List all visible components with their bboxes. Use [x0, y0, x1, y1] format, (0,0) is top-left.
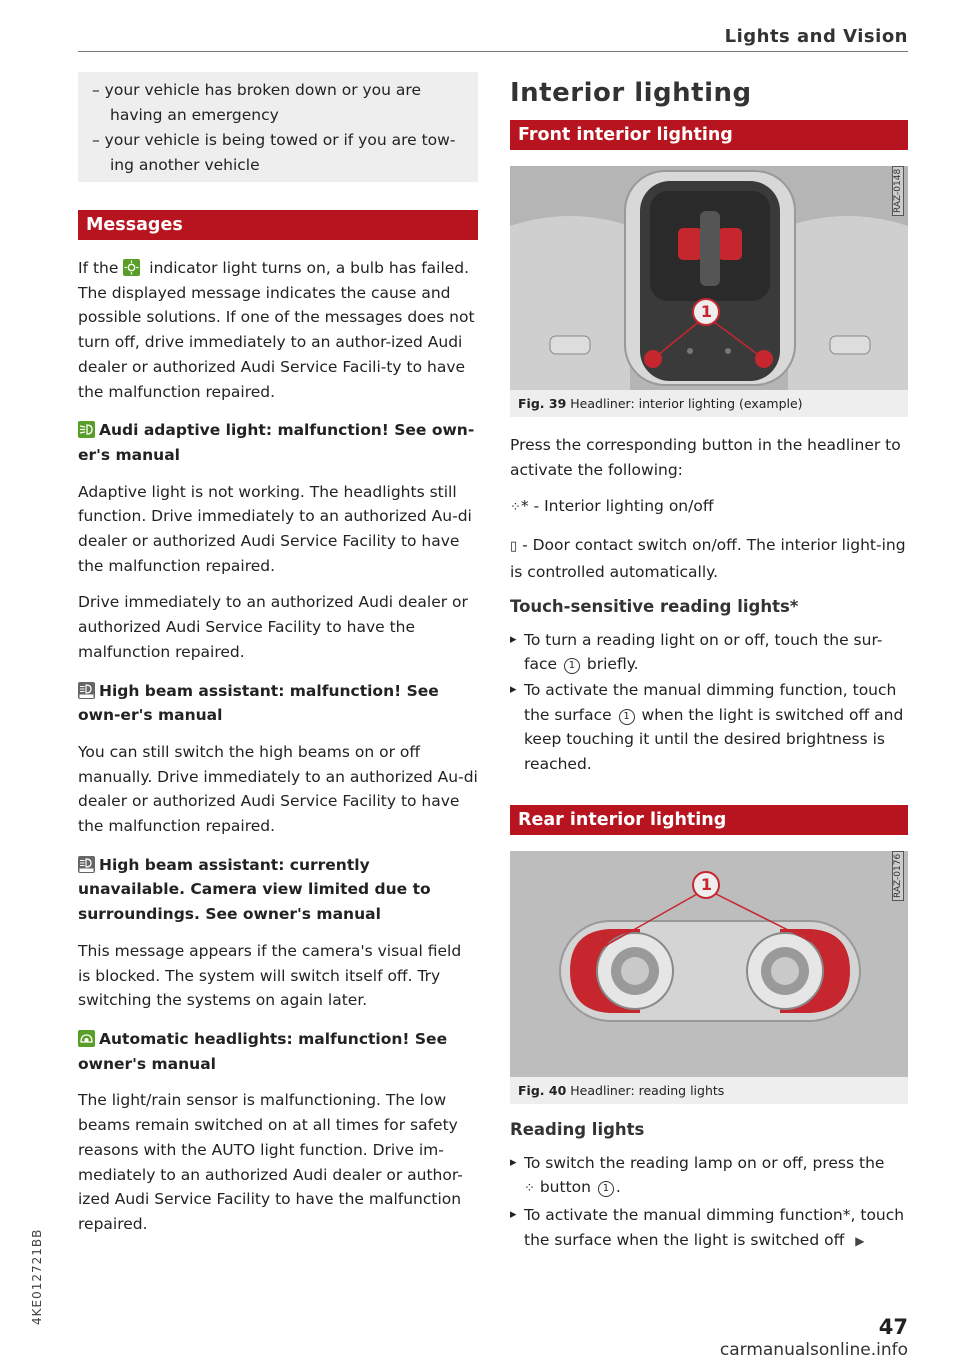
figure-40-caption	[510, 1077, 908, 1104]
figure-40-code	[892, 853, 906, 901]
right-column	[510, 72, 908, 1255]
rear-interior-heading: Rear interior lighting	[510, 805, 908, 835]
front-item-interior-text: * - Interior lighting on/off	[520, 497, 714, 516]
message-high-beam-malfunction-text: You can still switch the high beams on or off manually. Drive immediately to an authorized Au-di dealer or authorized Audi Service Facility to have the malfunction repaired.	[78, 742, 478, 836]
reading-lamp-icon: ⁘	[524, 1181, 535, 1197]
touch-bullet-1-post: briefly.	[586, 655, 639, 674]
message-adaptive-light-text-2: Drive immediately to an authorized Audi dealer or authorized Audi Service Facility to have the malfunction repaired.	[78, 593, 468, 661]
page-title: Interior lighting	[510, 78, 752, 108]
figure-39-image	[510, 166, 908, 390]
touch-bullet-1-pre: To turn a reading light on or off, touch the sur-face	[524, 630, 883, 674]
door-contact-icon: ▯	[510, 539, 518, 555]
left-column	[78, 72, 478, 1249]
reading-bullet-1-post: .	[615, 1178, 621, 1197]
front-interior-heading: Front interior lighting	[510, 120, 908, 150]
touch-bullet-2-pre: To activate the manual dimming function, touch the surface	[524, 680, 897, 724]
figure-39-callout: 1	[700, 302, 713, 321]
figure-40-callout: 1	[700, 874, 713, 894]
front-item-door	[510, 533, 908, 584]
message-high-beam-unavailable-text: This message appears if the camera's visual field is blocked. The system will switch itself off. Try switching the systems on again later.	[78, 941, 462, 1010]
messages-intro	[78, 256, 478, 404]
interior-light-icon: ⁘	[510, 500, 521, 516]
touch-bullet-2	[510, 678, 908, 777]
section-title: Lights and Vision	[724, 26, 908, 47]
callout-1-icon: 1	[564, 658, 580, 674]
figure-40-code-text: RAZ-0176	[892, 851, 904, 901]
message-automatic-headlights	[78, 1027, 478, 1076]
figure-39-code-text: RAZ-0148	[892, 166, 904, 216]
reading-lights-heading: Reading lights	[510, 1119, 645, 1139]
document-code-text: 4KE012721BB	[30, 1228, 44, 1325]
messages-heading: Messages	[78, 210, 478, 240]
reading-bullet-1-mid: button	[539, 1178, 591, 1197]
figure-40-caption-text: Headliner: reading lights	[570, 1082, 725, 1098]
front-intro: Press the corresponding button in the headliner to activate the following:	[510, 436, 901, 479]
message-high-beam-malfunction	[78, 679, 478, 728]
high-beam-assistant-icon	[78, 856, 95, 873]
figure-39-label: Fig. 39	[518, 396, 567, 411]
page-number: 47	[878, 1315, 908, 1339]
reading-bullet-1	[510, 1151, 908, 1202]
high-beam-assistant-icon	[78, 682, 95, 699]
touch-bullet-2-post: when the light is switched off and keep touching it until the desired brightness is reached.	[524, 705, 904, 774]
note-item: – your vehicle is being towed or if you are tow-ing another vehicle	[92, 131, 456, 174]
figure-39	[510, 166, 908, 417]
figure-40	[510, 851, 908, 1104]
intro-post: indicator light turns on, a bulb has failed. The displayed message indicates the cause and possible solutions. If one of the messages does not turn off, drive immediately to an author-ized Audi dealer or authorized Audi Service Facili-ty to have the malfunction repaired.	[78, 259, 475, 401]
message-adaptive-light-text: Adaptive light is not working. The headlights still function. Drive immediately to an authorized Au-di dealer or authorized Audi Service Facility to have the malfunction repaired.	[78, 482, 472, 575]
watermark: carmanualsonline.info	[719, 1340, 908, 1360]
continue-arrow-icon: ▶	[855, 1233, 865, 1248]
document-code	[30, 1185, 50, 1325]
figure-39-caption-text: Headliner: interior lighting (example)	[570, 396, 803, 411]
reading-bullet-1-pre: To switch the reading lamp on or off, press the	[524, 1153, 885, 1172]
message-high-beam-malfunction-title: High beam assistant: malfunction! See own-er's manual	[78, 681, 439, 725]
reading-bullet-2	[510, 1203, 908, 1253]
callout-1-icon: 1	[619, 709, 635, 725]
figure-39-code	[892, 168, 906, 216]
message-adaptive-light	[78, 418, 478, 467]
touch-reading-heading: Touch-sensitive reading lights*	[510, 596, 799, 616]
note-item: – your vehicle has broken down or you are having an emergency	[92, 81, 421, 124]
front-item-door-text: - Door contact switch on/off. The interior light-ing is controlled automatically.	[510, 536, 906, 581]
touch-bullet-1	[510, 628, 908, 677]
figure-39-caption	[510, 390, 908, 417]
figure-40-image	[510, 851, 908, 1077]
header-divider	[78, 51, 908, 52]
note-box	[78, 72, 478, 182]
callout-1-icon: 1	[598, 1181, 614, 1197]
reading-bullet-2-text: To activate the manual dimming function*, touch the surface when the light is switched off	[524, 1206, 905, 1249]
message-high-beam-unavailable	[78, 853, 478, 927]
message-adaptive-light-title: Audi adaptive light: malfunction! See own-er's manual	[78, 421, 475, 464]
front-item-interior	[510, 494, 908, 521]
message-automatic-headlights-text: The light/rain sensor is malfunctioning. The low beams remain switched on at all times for safety reasons with the AUTO light function. Drive im-mediately to an authorized Audi dealer or author-ized Audi Service Facility to have the malfunction repaired.	[78, 1091, 463, 1233]
figure-40-label: Fig. 40	[518, 1082, 567, 1098]
message-high-beam-unavailable-title: High beam assistant: currently unavailable. Camera view limited due to surroundings. See owner's manual	[78, 855, 431, 924]
adaptive-light-icon	[78, 421, 95, 438]
bulb-indicator-icon	[123, 259, 140, 276]
message-automatic-headlights-title: Automatic headlights: malfunction! See owner's manual	[78, 1029, 448, 1073]
intro-pre: If the	[78, 259, 119, 277]
automatic-headlights-icon	[78, 1030, 95, 1047]
